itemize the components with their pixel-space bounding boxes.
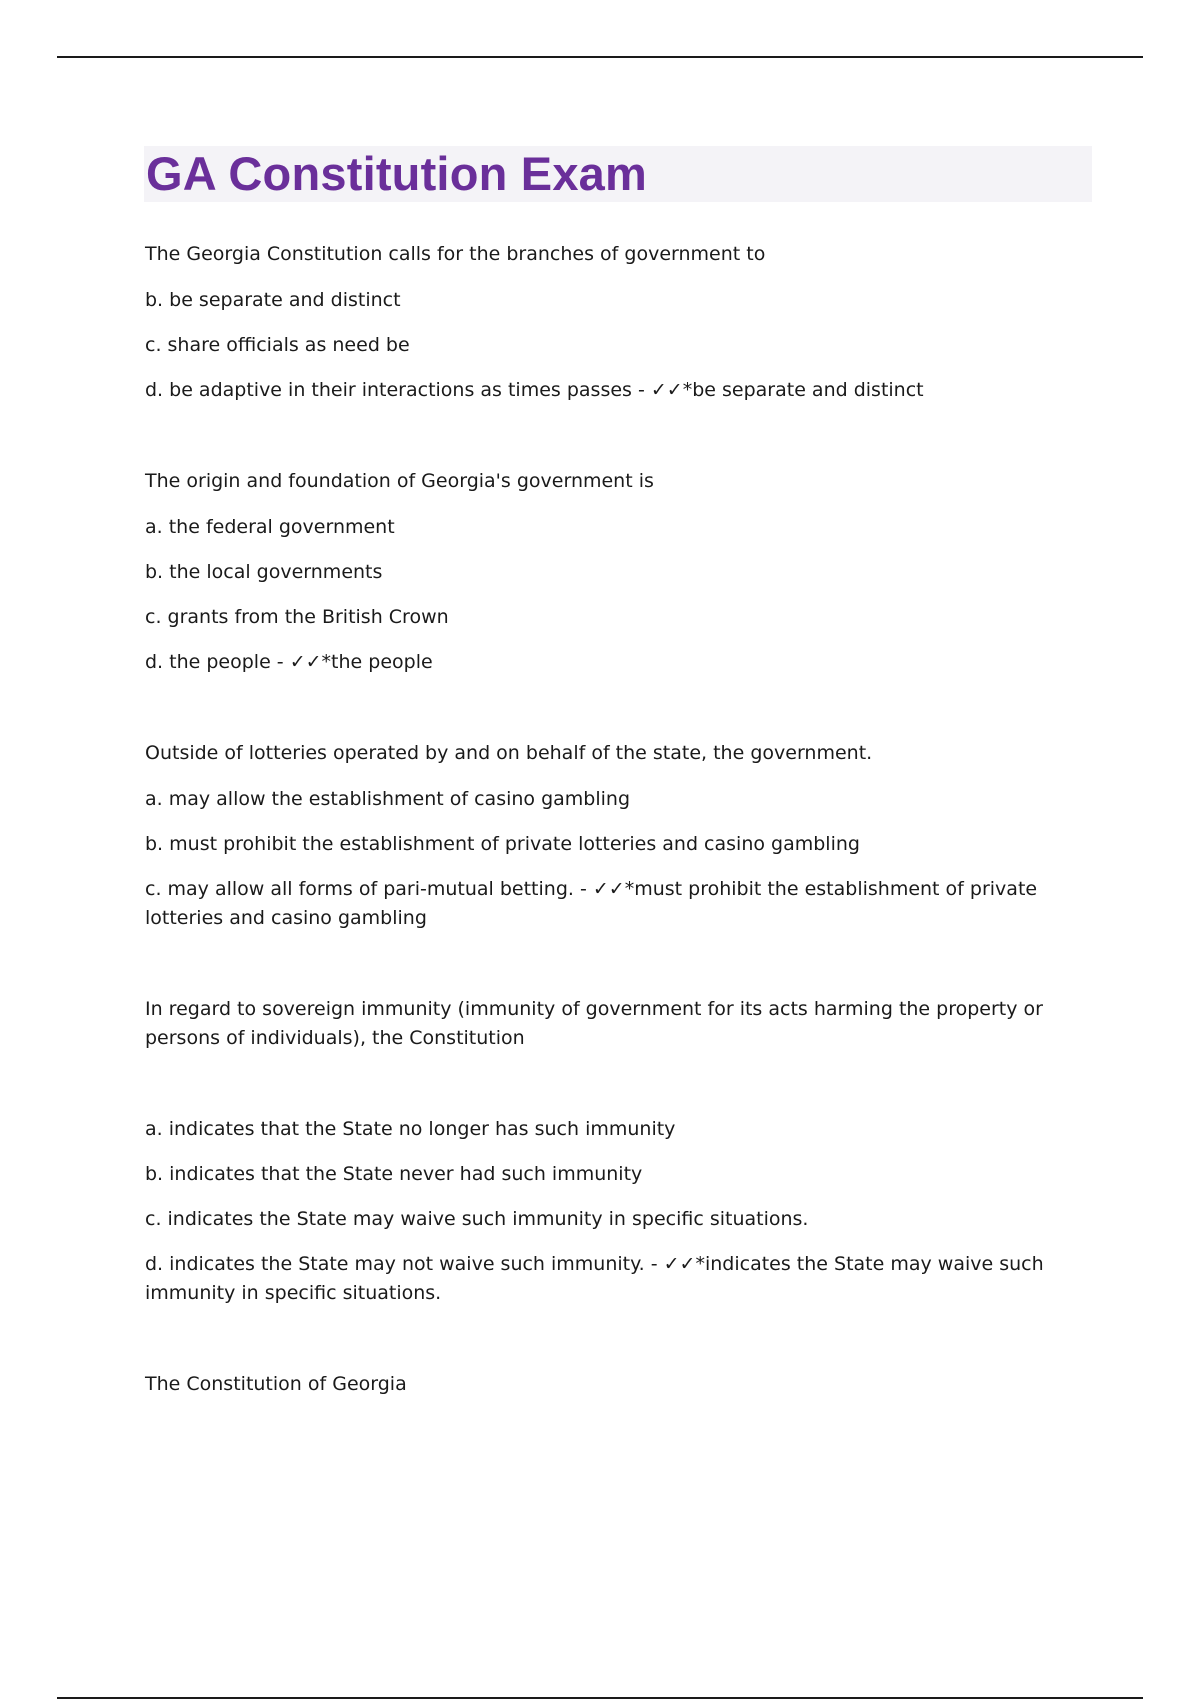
answer-option: d. indicates the State may not waive such immunity. - ✓✓*indicates the State may waive such immunity in specific situations. [145, 1253, 1044, 1304]
answer-option: c. may allow all forms of pari-mutual betting. - ✓✓*must prohibit the establishment of private lotteries and casino gambling [145, 878, 1038, 929]
question-text: The Constitution of Georgia [145, 1373, 407, 1395]
answer-option: c. indicates the State may waive such immunity in specific situations. [145, 1208, 809, 1230]
question-block-3 [145, 739, 1090, 933]
question-text: The origin and foundation of Georgia's government is [145, 470, 654, 492]
question-block-2 [145, 467, 1090, 677]
answer-option: b. must prohibit the establishment of private lotteries and casino gambling [145, 833, 860, 855]
answer-option: b. indicates that the State never had such immunity [145, 1163, 643, 1185]
question-block-5 [145, 1370, 1090, 1399]
answer-option: d. be adaptive in their interactions as times passes - ✓✓*be separate and distinct [145, 379, 924, 401]
question-text: The Georgia Constitution calls for the branches of government to [145, 243, 766, 265]
answer-option: d. the people - ✓✓*the people [145, 651, 433, 673]
answer-option: c. grants from the British Crown [145, 606, 449, 628]
answer-option: a. indicates that the State no longer has such immunity [145, 1118, 676, 1140]
document-body [145, 240, 1090, 1399]
answer-option: a. may allow the establishment of casino gambling [145, 788, 631, 810]
question-block-4 [145, 995, 1090, 1308]
question-block-1 [145, 240, 1090, 405]
question-text: Outside of lotteries operated by and on behalf of the state, the government. [145, 742, 873, 764]
answer-option: a. the federal government [145, 516, 395, 538]
answer-option: c. share officials as need be [145, 334, 410, 356]
question-text: In regard to sovereign immunity (immunity of government for its acts harming the property or persons of individuals), the Constitution [145, 998, 1043, 1049]
footer-rule [57, 1697, 1143, 1699]
answer-option: b. the local governments [145, 561, 383, 583]
header-rule [57, 56, 1143, 58]
answer-option: b. be separate and distinct [145, 289, 401, 311]
document-title: GA Constitution Exam [146, 147, 647, 200]
